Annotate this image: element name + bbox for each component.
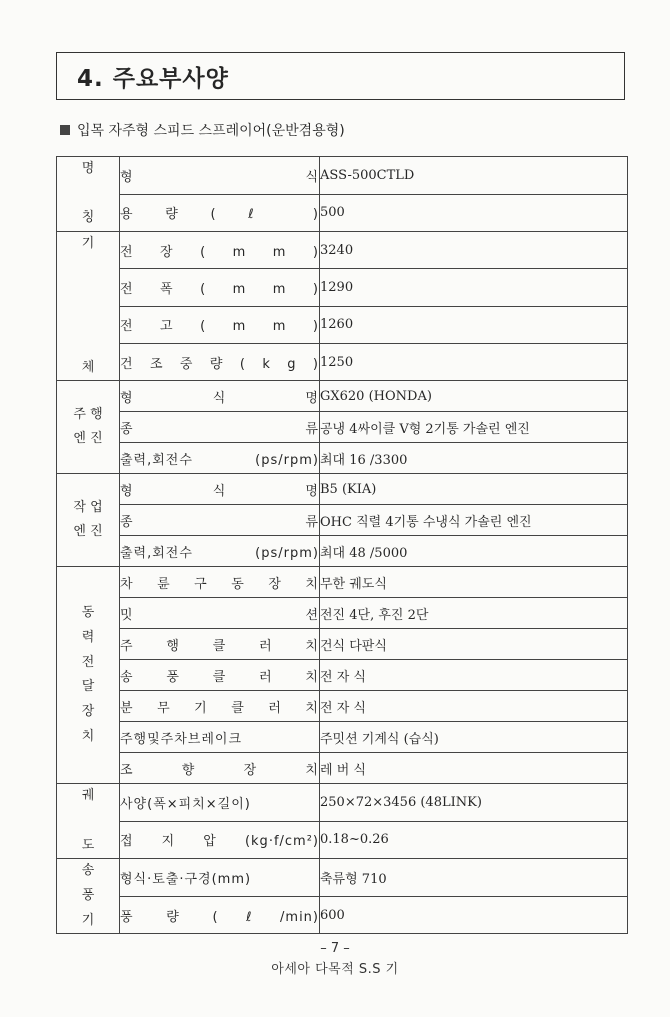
spec-label-cell bbox=[120, 536, 320, 567]
group-label: 명 칭 bbox=[81, 161, 95, 226]
spec-value: 전진 4단, 후진 2단 bbox=[320, 598, 628, 629]
spec-value: 3240 bbox=[320, 232, 628, 269]
spec-value: 무한 궤도식 bbox=[320, 567, 628, 598]
table-row bbox=[57, 821, 628, 859]
table-row bbox=[57, 505, 628, 536]
spec-label: 종 류 bbox=[120, 514, 319, 530]
spec-label-cell bbox=[120, 722, 320, 753]
spec-value: 1290 bbox=[320, 269, 628, 306]
spec-value: 600 bbox=[320, 896, 628, 934]
group-label: 송 풍 기 bbox=[81, 863, 95, 928]
spec-label-cell bbox=[120, 232, 320, 269]
group-label-cell bbox=[57, 157, 120, 232]
spec-label-cell bbox=[120, 859, 320, 897]
group-label-cell bbox=[57, 232, 120, 381]
section-title: 4. 주요부사양 bbox=[77, 65, 229, 92]
spec-label: 접 지 압 (kg·f/cm²) bbox=[120, 834, 319, 850]
table-row bbox=[57, 598, 628, 629]
group-label: 주 행 엔 진 bbox=[73, 406, 103, 447]
spec-label: 용 량 ( ℓ ) bbox=[120, 207, 319, 223]
table-row bbox=[57, 269, 628, 306]
spec-value: 250×72×3456 (48LINK) bbox=[320, 784, 628, 822]
group-label: 기 체 bbox=[81, 236, 95, 375]
spec-label-cell bbox=[120, 691, 320, 722]
table-row bbox=[57, 306, 628, 343]
group-label: 작 업 엔 진 bbox=[73, 499, 103, 540]
subtitle bbox=[60, 120, 345, 140]
spec-label-cell bbox=[120, 157, 320, 195]
spec-value: ASS-500CTLD bbox=[320, 157, 628, 195]
spec-label-cell bbox=[120, 660, 320, 691]
spec-label-cell bbox=[120, 269, 320, 306]
spec-label: 출력,회전수 (ps/rpm) bbox=[120, 452, 319, 468]
spec-value: 전 자 식 bbox=[320, 691, 628, 722]
spec-value: 500 bbox=[320, 194, 628, 232]
spec-label: 종 류 bbox=[120, 421, 319, 437]
group-label: 동 력 전 달 장 치 bbox=[81, 605, 95, 744]
table-row bbox=[57, 232, 628, 269]
table-row bbox=[57, 536, 628, 567]
table-row bbox=[57, 660, 628, 691]
table-row bbox=[57, 896, 628, 934]
spec-label-cell bbox=[120, 443, 320, 474]
spec-label-cell bbox=[120, 896, 320, 934]
spec-label: 전 고 ( m m ) bbox=[120, 319, 319, 335]
group-label-cell bbox=[57, 784, 120, 859]
group-label-cell bbox=[57, 474, 120, 567]
spec-value: B5 (KIA) bbox=[320, 474, 628, 505]
spec-value: 축류형 710 bbox=[320, 859, 628, 897]
spec-value: 최대 16 /3300 bbox=[320, 443, 628, 474]
table-row bbox=[57, 722, 628, 753]
spec-label: 출력,회전수 (ps/rpm) bbox=[120, 545, 319, 561]
spec-label: 송 풍 클 러 치 bbox=[120, 669, 319, 685]
footer-brand: 아세아 다목적 S.S 기 bbox=[271, 962, 399, 977]
group-label-cell bbox=[57, 567, 120, 784]
spec-label-cell bbox=[120, 194, 320, 232]
table-row bbox=[57, 629, 628, 660]
page-number: – 7 – bbox=[320, 941, 350, 956]
spec-label-cell bbox=[120, 306, 320, 343]
spec-label: 형 식 bbox=[120, 169, 319, 185]
spec-label: 조 향 장 치 bbox=[120, 762, 319, 778]
spec-label-cell bbox=[120, 505, 320, 536]
table-row bbox=[57, 784, 628, 822]
table-row bbox=[57, 412, 628, 443]
spec-value: OHC 직렬 4기통 수냉식 가솔린 엔진 bbox=[320, 505, 628, 536]
spec-label: 건 조 중 량 ( k g ) bbox=[120, 356, 319, 372]
table-row bbox=[57, 691, 628, 722]
table-row bbox=[57, 381, 628, 412]
square-bullet-icon bbox=[60, 125, 70, 135]
spec-label: 풍 량 (ℓ/min) bbox=[120, 909, 319, 925]
spec-table-body bbox=[57, 157, 628, 934]
spec-label: 형식·토출·구경(mm) bbox=[120, 872, 252, 888]
subtitle-text: 입목 자주형 스피드 스프레이어(운반겸용형) bbox=[77, 123, 345, 139]
spec-label-cell bbox=[120, 598, 320, 629]
spec-label: 차 륜 구 동 장 치 bbox=[120, 576, 319, 592]
spec-value: 공냉 4싸이클 V형 2기통 가솔린 엔진 bbox=[320, 412, 628, 443]
spec-label-cell bbox=[120, 629, 320, 660]
spec-label: 형 식 명 bbox=[120, 483, 319, 499]
spec-label-cell bbox=[120, 784, 320, 822]
table-row bbox=[57, 194, 628, 232]
table-row bbox=[57, 157, 628, 195]
spec-value: 전 자 식 bbox=[320, 660, 628, 691]
spec-label-cell bbox=[120, 753, 320, 784]
spec-label-cell bbox=[120, 381, 320, 412]
group-label-cell bbox=[57, 381, 120, 474]
spec-value: GX620 (HONDA) bbox=[320, 381, 628, 412]
table-row bbox=[57, 443, 628, 474]
spec-label-cell bbox=[120, 567, 320, 598]
spec-label-cell bbox=[120, 474, 320, 505]
spec-label: 주행및주차브레이크 bbox=[120, 731, 243, 747]
spec-value: 주밋션 기계식 (습식) bbox=[320, 722, 628, 753]
group-label: 궤 도 bbox=[81, 788, 95, 853]
spec-value: 건식 다판식 bbox=[320, 629, 628, 660]
spec-value: 1260 bbox=[320, 306, 628, 343]
table-row bbox=[57, 859, 628, 897]
table-row bbox=[57, 474, 628, 505]
spec-label-cell bbox=[120, 343, 320, 380]
spec-label: 전 폭 ( m m ) bbox=[120, 281, 319, 297]
table-row bbox=[57, 343, 628, 380]
section-header-box bbox=[56, 52, 625, 100]
spec-label: 분 무 기 클 러 치 bbox=[120, 700, 319, 716]
spec-value: 레 버 식 bbox=[320, 753, 628, 784]
spec-label: 형 식 명 bbox=[120, 390, 319, 406]
spec-table bbox=[56, 156, 628, 934]
spec-label-cell bbox=[120, 821, 320, 859]
group-label-cell bbox=[57, 859, 120, 934]
spec-value: 최대 48 /5000 bbox=[320, 536, 628, 567]
spec-label: 주 행 클 러 치 bbox=[120, 638, 319, 654]
spec-label: 사양(폭×피치×길이) bbox=[120, 796, 251, 812]
spec-label: 전 장 ( m m ) bbox=[120, 244, 319, 260]
spec-label-cell bbox=[120, 412, 320, 443]
table-row bbox=[57, 753, 628, 784]
table-row bbox=[57, 567, 628, 598]
spec-label: 밋 션 bbox=[120, 607, 319, 623]
spec-value: 1250 bbox=[320, 343, 628, 380]
spec-value: 0.18~0.26 bbox=[320, 821, 628, 859]
